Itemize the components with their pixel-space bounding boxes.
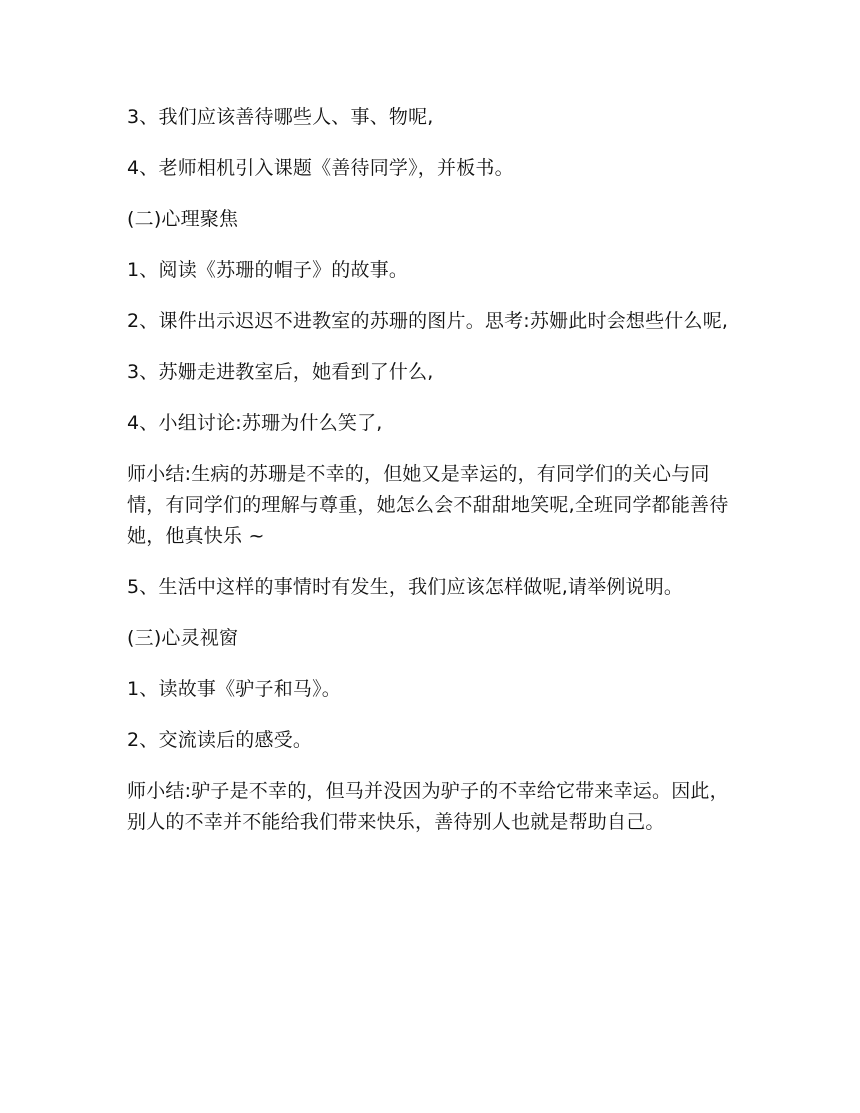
list-item-4-introduce-topic: 4、老师相机引入课题《善待同学》，并板书。 (127, 157, 514, 179)
section-heading-psychology-focus: (二)心理聚焦 (127, 208, 239, 230)
list-item-1-read-story: 1、阅读《苏珊的帽子》的故事。 (127, 259, 409, 281)
list-item-5-real-life-examples: 5、生活中这样的事情时有发生，我们应该怎样做呢,请举例说明。 (127, 576, 684, 598)
list-item-3-whom-to-treat-well: 3、我们应该善待哪些人、事、物呢, (127, 106, 434, 128)
list-item-2-courseware-picture: 2、课件出示迟迟不进教室的苏珊的图片。思考:苏姗此时会想些什么呢, (127, 310, 729, 332)
teacher-summary-1: 师小结:生病的苏珊是不幸的，但她又是幸运的，有同学们的关心与同情，有同学们的理解与尊重，她怎么会不甜甜地笑呢,全班同学都能善待她，他真快乐 ~ (127, 463, 729, 547)
list-item-2-share-feelings: 2、交流读后的感受。 (127, 729, 313, 751)
document-body (127, 102, 732, 858)
teacher-summary-2: 师小结:驴子是不幸的，但马并没因为驴子的不幸给它带来幸运。因此，别人的不幸并不能给我们带来快乐，善待别人也就是帮助自己。 (127, 780, 729, 833)
list-item-3-entering-classroom: 3、苏姗走进教室后，她看到了什么, (127, 361, 434, 383)
list-item-4-group-discussion: 4、小组讨论:苏珊为什么笑了, (127, 412, 383, 434)
list-item-1-donkey-and-horse: 1、读故事《驴子和马》。 (127, 678, 341, 700)
section-heading-soul-window: (三)心灵视窗 (127, 627, 239, 649)
